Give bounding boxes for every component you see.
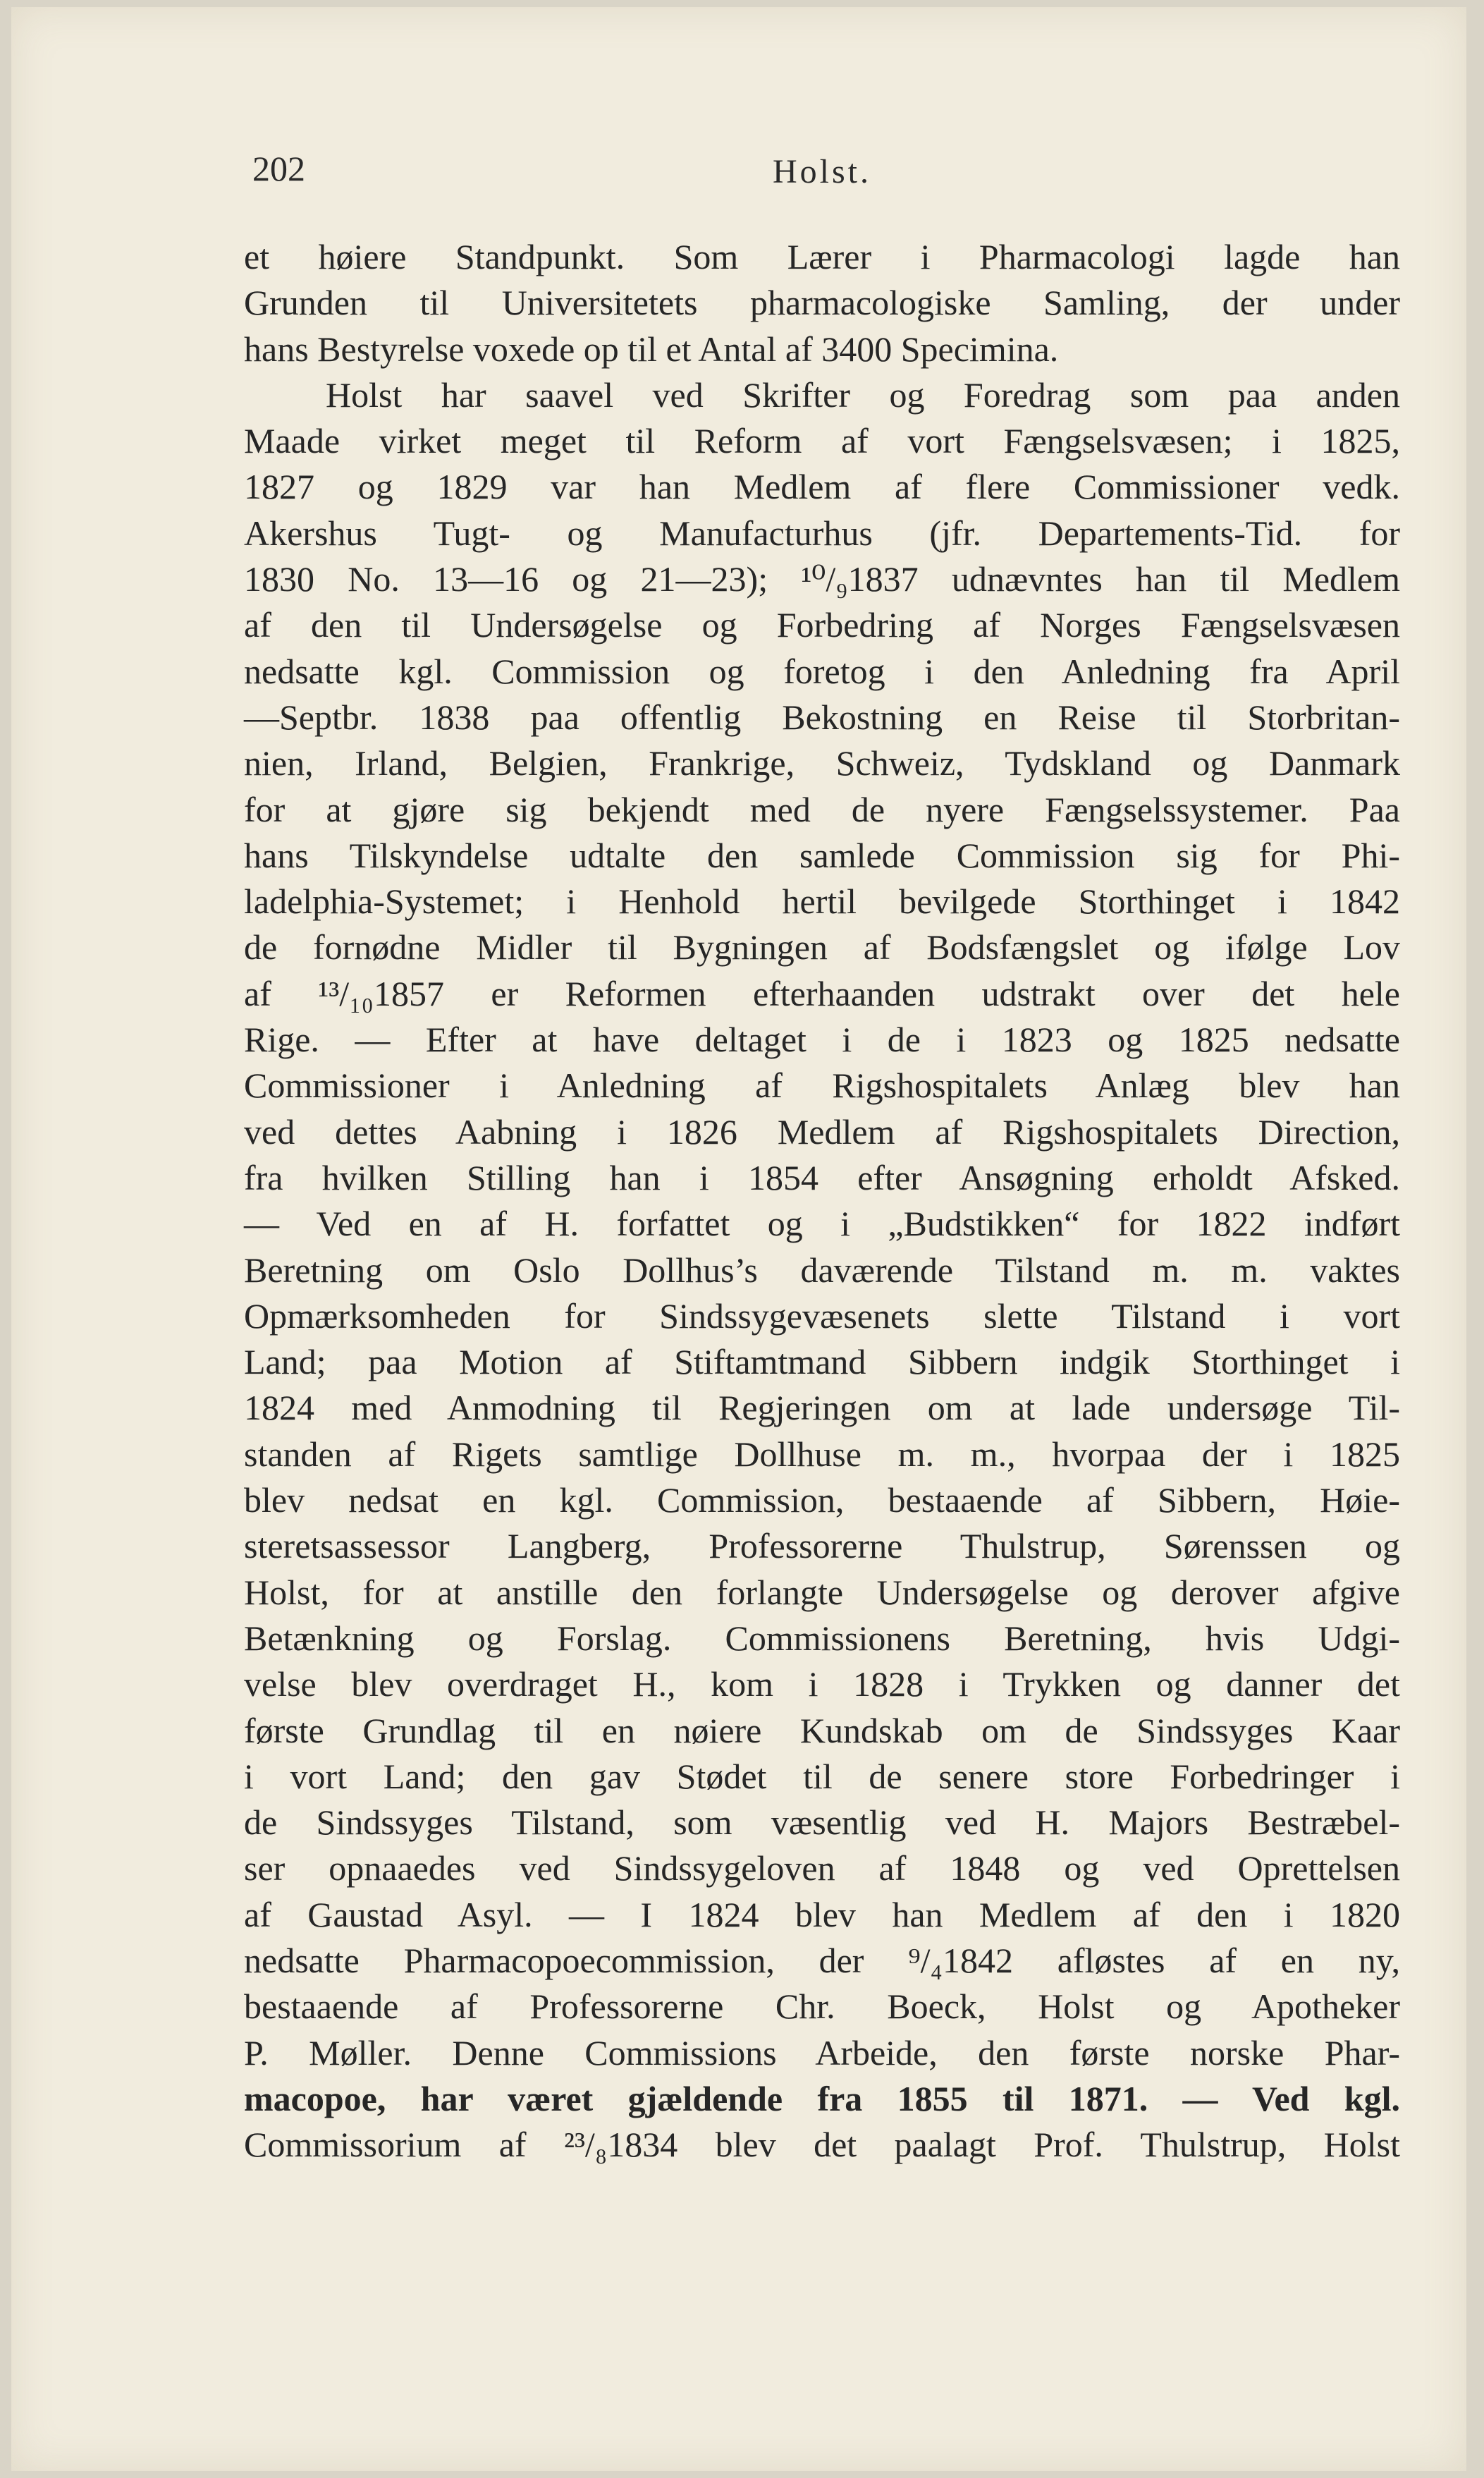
text-line: fra hvilken Stilling han i 1854 efter Ansøgning erholdt Afsked. [244, 1157, 1400, 1197]
text-line: første Grundlag til en nøiere Kundskab om de Sindssyges Kaar [244, 1710, 1400, 1750]
text-line: ladelphia-Systemet; i Henhold hertil bevilgede Storthinget i 1842 [244, 881, 1400, 922]
text-line: et høiere Standpunkt. Som Lærer i Pharmacologi lagde han [244, 237, 1400, 276]
book-page [11, 7, 1466, 2471]
text-line: hans Bestyrelse voxede op til et Antal af 3400 Specimina. [244, 329, 1059, 369]
text-line: hans Tilskyndelse udtalte den samlede Commission sig for Phi- [244, 835, 1400, 875]
body-text [244, 234, 1400, 2168]
text-line: de Sindssyges Tilstand, som væsentlig ved H. Majors Bestræbel- [244, 1802, 1400, 1843]
text-line: 1827 og 1829 var han Medlem af flere Commissioner vedk. [244, 467, 1400, 507]
text-line: standen af Rigets samtlige Dollhuse m. m., hvorpaa der i 1825 [244, 1434, 1400, 1474]
text-line: ser opnaaedes ved Sindssygeloven af 1848 og ved Oprettelsen [244, 1848, 1400, 1888]
text-line: Maade virket meget til Reform af vort Fængselsvæsen; i 1825, [244, 421, 1400, 461]
text-line: nien, Irland, Belgien, Frankrige, Schweiz, Tydskland og Danmark [244, 743, 1400, 783]
text-line: — Ved en af H. forfattet og i „Budstikken“ for 1822 indført [244, 1204, 1400, 1244]
page-header [244, 148, 1400, 205]
text-line: Land; paa Motion af Stiftamtmand Sibbern indgik Storthinget i [244, 1342, 1400, 1382]
text-line: Commissorium af ²³/₈1834 blev det paalagt Prof. Thulstrup, Holst [244, 2125, 1400, 2165]
text-line: Grunden til Universitetets pharmacologiske Samling, der under [244, 283, 1400, 323]
text-line: Rige. — Efter at have deltaget i de i 1823 og 1825 nedsatte [244, 1020, 1400, 1060]
text-line: Betænkning og Forslag. Commissionens Beretning, hvis Udgi- [244, 1618, 1400, 1658]
text-line: af ¹³/₁₀1857 er Reformen efterhaanden udstrakt over det hele [244, 973, 1400, 1013]
text-line: nedsatte kgl. Commission og foretog i den Anledning fra April [244, 651, 1400, 691]
text-line: af den til Undersøgelse og Forbedring af Norges Fængselsvæsen [244, 605, 1400, 645]
text-line: velse blev overdraget H., kom i 1828 i Trykken og danner det [244, 1664, 1400, 1704]
text-line: i vort Land; den gav Stødet til de senere store Forbedringer i [244, 1756, 1400, 1796]
text-line: Akershus Tugt- og Manufacturhus (jfr. Departements-Tid. for [244, 513, 1400, 553]
text-line: for at gjøre sig bekjendt med de nyere Fængselssystemer. Paa [244, 789, 1400, 829]
text-line: Opmærksomheden for Sindssygevæsenets slette Tilstand i vort [244, 1295, 1400, 1336]
text-line: macopoe, har været gjældende fra 1855 til 1871. — Ved kgl. [244, 2078, 1400, 2118]
text-line: de fornødne Midler til Bygningen af Bodsfængslet og ifølge Lov [244, 927, 1400, 968]
text-line: nedsatte Pharmacopoecommission, der ⁹/₄1842 afløstes af en ny, [244, 1940, 1400, 1980]
text-line: 1824 med Anmodning til Regjeringen om at lade undersøge Til- [244, 1388, 1400, 1428]
text-line: steretsassessor Langberg, Professorerne Thulstrup, Sørenssen og [244, 1526, 1400, 1566]
text-line: Holst har saavel ved Skrifter og Foredrag som paa anden [326, 374, 1400, 415]
text-line: ved dettes Aabning i 1826 Medlem af Rigshospitalets Direction, [244, 1111, 1400, 1152]
text-line: bestaaende af Professorerne Chr. Boeck, Holst og Apotheker [244, 1986, 1400, 2027]
text-line: blev nedsat en kgl. Commission, bestaaende af Sibbern, Høie- [244, 1480, 1400, 1520]
running-title: Holst. [772, 153, 871, 190]
text-line: 1830 No. 13—16 og 21—23); ¹⁰/₉1837 udnævntes han til Medlem [244, 559, 1400, 599]
text-line: Commissioner i Anledning af Rigshospitalets Anlæg blev han [244, 1066, 1400, 1106]
text-line: af Gaustad Asyl. — I 1824 blev han Medlem af den i 1820 [244, 1894, 1400, 1934]
text-line: —Septbr. 1838 paa offentlig Bekostning en Reise til Storbritan- [244, 697, 1400, 737]
text-line: Holst, for at anstille den forlangte Undersøgelse og derover afgive [244, 1572, 1400, 1612]
page-number: 202 [252, 149, 305, 188]
text-line: Beretning om Oslo Dollhus’s daværende Tilstand m. m. vaktes [244, 1250, 1400, 1290]
text-line: P. Møller. Denne Commissions Arbeide, den første norske Phar- [244, 2032, 1400, 2073]
